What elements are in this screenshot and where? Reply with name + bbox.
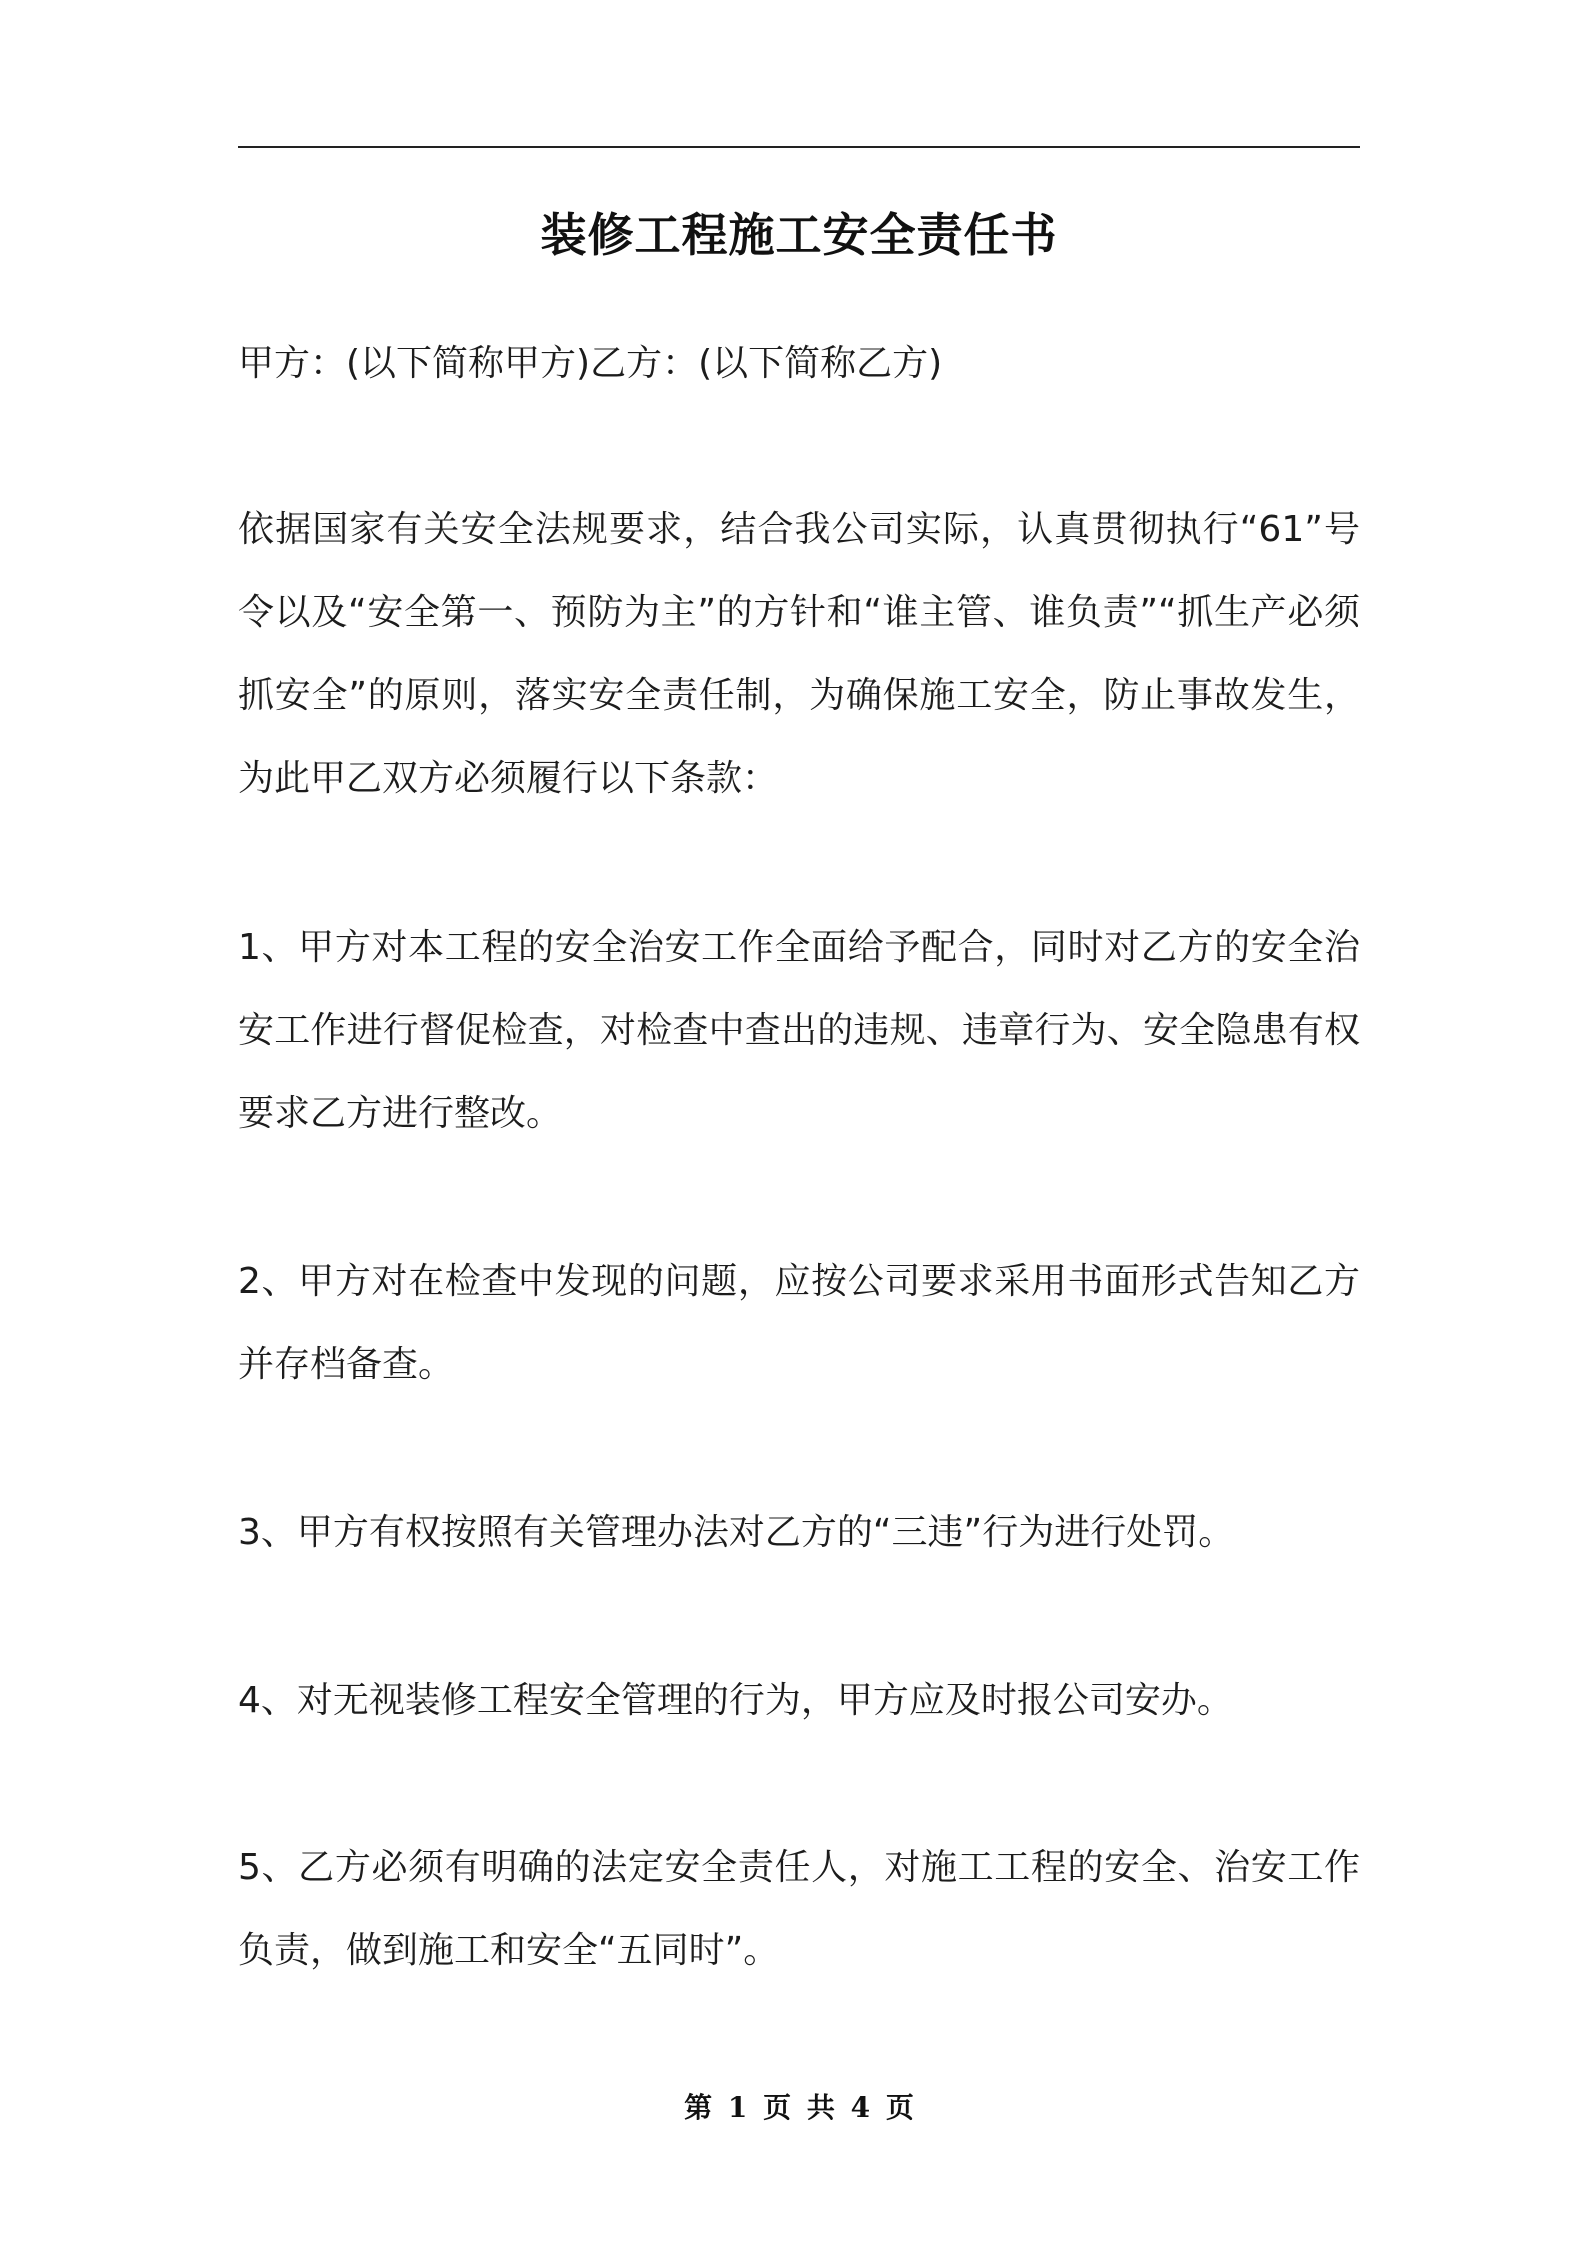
clause-paragraph: 2、甲方对在检查中发现的问题，应按公司要求采用书面形式告知乙方并存档备查。	[238, 1261, 1360, 1385]
header-rule	[238, 146, 1360, 148]
page-number-footer: 第 1 页 共 4 页	[684, 2091, 914, 2124]
clause-paragraph: 5、乙方必须有明确的法定安全责任人，对施工工程的安全、治安工作负责，做到施工和安全“五同时”。	[238, 1847, 1360, 1971]
clause-paragraph: 3、甲方有权按照有关管理办法对乙方的“三违”行为进行处罚。	[238, 1512, 1235, 1553]
clause-paragraph: 1、甲方对本工程的安全治安工作全面给予配合，同时对乙方的安全治安工作进行督促检查，对检查中查出的违规、违章行为、安全隐患有权要求乙方进行整改。	[238, 927, 1360, 1134]
document-title: 装修工程施工安全责任书	[540, 208, 1058, 262]
intro-paragraph: 依据国家有关安全法规要求，结合我公司实际，认真贯彻执行“61”号令以及“安全第一、预防为主”的方针和“谁主管、谁负责”“抓生产必须抓安全”的原则，落实安全责任制，为确保施工安全，防止事故发生，为此甲乙双方必须履行以下条款：	[238, 509, 1360, 799]
parties-line: 甲方：(以下简称甲方)乙方：(以下简称乙方)	[238, 343, 943, 384]
clause-paragraph: 4、对无视装修工程安全管理的行为，甲方应及时报公司安办。	[238, 1680, 1233, 1721]
